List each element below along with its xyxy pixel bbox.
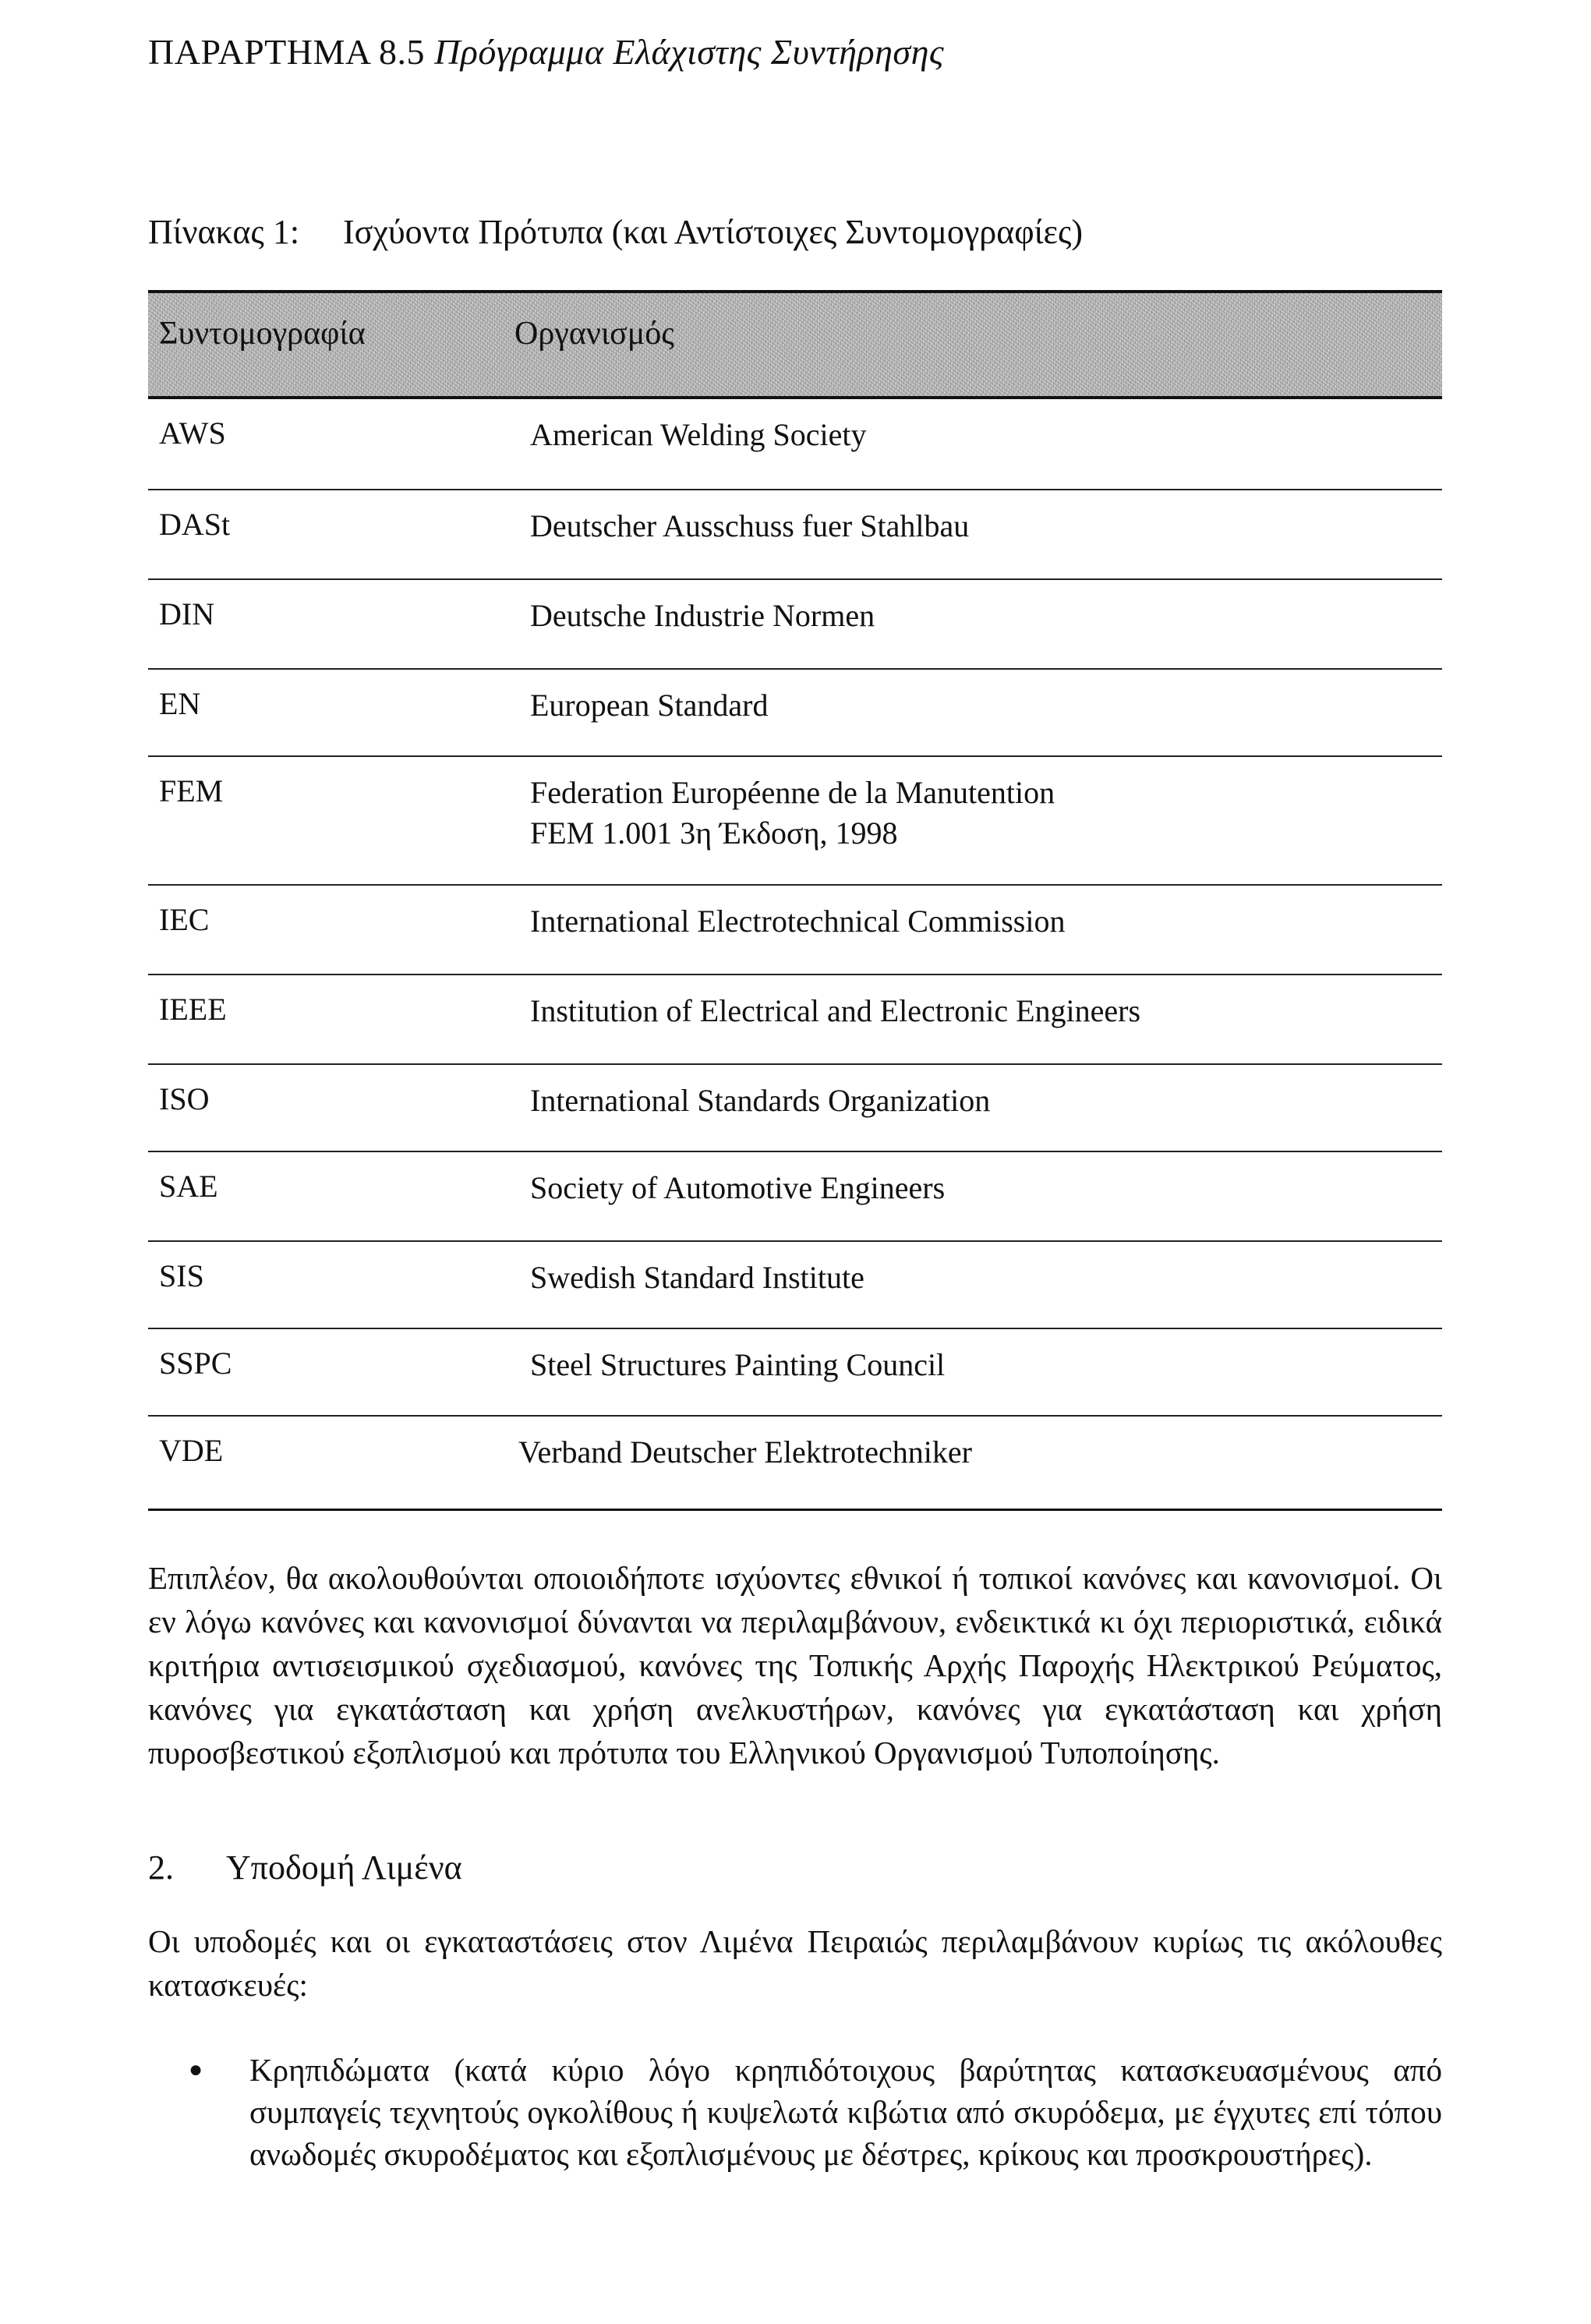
cell-org: Institution of Electrical and Electronic Engineers [530, 993, 1141, 1028]
cell-org: Verband Deutscher Elektrotechniker [518, 1434, 972, 1470]
table-row [148, 399, 1442, 490]
table-row [148, 757, 1442, 886]
cell-abbr: EN [159, 686, 201, 721]
table-row [148, 580, 1442, 670]
cell-abbr: DASt [159, 507, 231, 542]
table-title: Ισχύοντα Πρότυπα (και Αντίστοιχες Συντομογραφίες) [343, 213, 1084, 251]
column-header-organization: Οργανισμός [514, 316, 674, 352]
table-label: Πίνακας 1: [148, 213, 300, 251]
cell-abbr: AWS [159, 416, 226, 451]
table-row [148, 490, 1442, 580]
cell-abbr: IEC [159, 902, 210, 937]
cell-org [530, 773, 1055, 854]
cell-org: Deutscher Ausschuss fuer Stahlbau [530, 508, 970, 543]
header-prefix: ΠΑΡΑΡΤΗΜΑ 8.5 [148, 32, 435, 72]
cell-org: Swedish Standard Institute [530, 1260, 864, 1295]
table-row [148, 1065, 1442, 1152]
table-row [148, 1417, 1442, 1511]
section-intro: Οι υποδομές και οι εγκαταστάσεις στον Λιμένα Πειραιώς περιλαμβάνουν κυρίως τις ακόλουθες κατασκευές: [148, 1923, 1442, 2003]
cell-org: Steel Structures Painting Council [530, 1347, 946, 1382]
table-row [148, 1329, 1442, 1417]
section-title: Υποδομή Λιμένα [226, 1848, 462, 1887]
cell-abbr: FEM [159, 773, 224, 808]
table-row [148, 1152, 1442, 1242]
table-caption [148, 212, 1084, 252]
table-row [148, 886, 1442, 975]
cell-org: Deutsche Industrie Normen [530, 598, 875, 633]
cell-abbr: SSPC [159, 1346, 232, 1381]
table-row [148, 975, 1442, 1065]
cell-org: American Welding Society [530, 417, 867, 452]
table-row [148, 670, 1442, 757]
cell-org: Society of Automotive Engineers [530, 1170, 946, 1205]
cell-abbr: ISO [159, 1081, 210, 1116]
table-header [148, 290, 1442, 399]
bullet-text: Κρηπιδώματα (κατά κύριο λόγο κρηπιδότοιχους βαρύτητας κατασκευασμένους από συμπαγείς τεχνητούς ογκολίθους ή κυψελωτά κιβώτια από σκυρόδεμα, με έγχυτες επί τόπου ανωδομές σκυροδέματος και εξοπλισμένους με δέστρες, κρίκους και προσκρουστήρες). [249, 2052, 1442, 2172]
cell-abbr: SIS [159, 1258, 204, 1293]
cell-abbr: IEEE [159, 992, 227, 1027]
cell-abbr: DIN [159, 596, 215, 631]
cell-org: European Standard [530, 688, 769, 723]
standards-table [148, 290, 1442, 1511]
bullet-dot-icon: ● [189, 2057, 203, 2082]
table-row [148, 1242, 1442, 1329]
header-title: Πρόγραμμα Ελάχιστης Συντήρησης [434, 32, 945, 72]
cell-org: International Electrotechnical Commission [530, 904, 1066, 939]
section-number: 2. [148, 1848, 174, 1887]
cell-abbr: SAE [159, 1169, 218, 1204]
paragraph-regulations: Επιπλέον, θα ακολουθούνται οποιοιδήποτε ισχύοντες εθνικοί ή τοπικοί κανόνες και κανονισμοί. Οι εν λόγω κανόνες και κανονισμοί δύνανται να περιλαμβάνουν, ενδεικτικά κι όχι περιοριστικά, ειδικά κριτήρια αντισεισμικού σχεδιασμού, κανόνες της Τοπικής Αρχής Παροχής Ηλεκτρικού Ρεύματος, κανόνες για εγκατάσταση και χρήση ανελκυστήρων, κανόνες για εγκατάσταση και χρήση πυροσβεστικού εξοπλισμού και πρότυπα του Ελληνικού Οργανισμού Τυποποίησης. [148, 1560, 1442, 1770]
cell-org-line1: Federation Européenne de la Manutention [530, 775, 1055, 810]
cell-org: International Standards Organization [530, 1083, 991, 1118]
cell-abbr: VDE [159, 1433, 224, 1468]
cell-org-line2: FEM 1.001 3η Έκδοση, 1998 [530, 815, 898, 851]
page-header [148, 31, 944, 73]
column-header-abbreviation: Συντομογραφία [159, 316, 366, 352]
